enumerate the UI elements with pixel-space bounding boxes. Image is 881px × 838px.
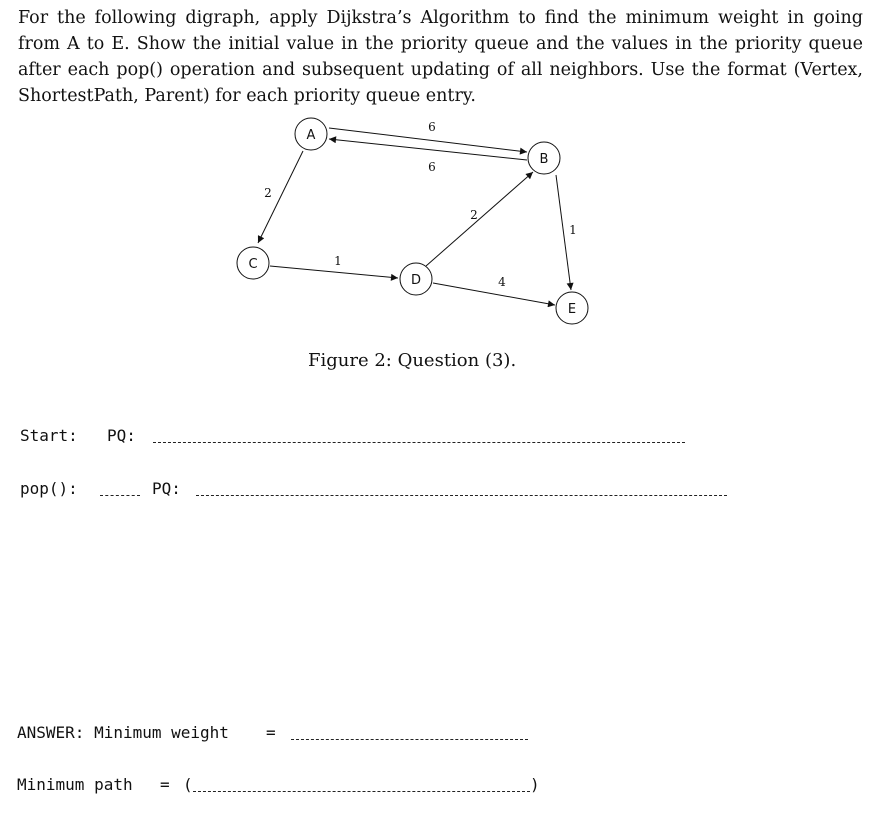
node-b-label: B <box>539 152 549 167</box>
answer-label: ANSWER: Minimum weight <box>17 723 229 742</box>
edge-d-to-e <box>433 283 555 305</box>
figure-caption: Figure 2: Question (3). <box>308 350 517 371</box>
digraph-figure <box>0 0 881 345</box>
edge-d-to-b <box>426 172 533 266</box>
pop-pq-blank[interactable] <box>196 483 727 496</box>
minimum-path-blank[interactable] <box>193 779 530 792</box>
minimum-weight-blank[interactable] <box>291 727 528 740</box>
node-d-label: D <box>410 273 422 288</box>
pop-pq-label: PQ: <box>152 479 181 498</box>
path-close-paren: ) <box>530 775 540 794</box>
weight-a-to-b: 6 <box>428 120 436 134</box>
start-pq-blank[interactable] <box>153 430 685 443</box>
path-equals: = <box>160 775 170 794</box>
weight-d-to-b: 2 <box>470 208 478 222</box>
path-open-paren: ( <box>183 775 193 794</box>
node-c-label: C <box>248 257 258 272</box>
weight-b-to-e: 1 <box>569 223 577 237</box>
node-a-label: A <box>306 128 316 143</box>
weight-b-to-a: 6 <box>428 160 436 174</box>
weight-c-to-d: 1 <box>334 254 342 268</box>
weight-d-to-e: 4 <box>498 275 506 289</box>
pop-label: pop(): <box>20 479 78 498</box>
weight-a-to-c: 2 <box>264 186 272 200</box>
start-label: Start: <box>20 426 78 445</box>
node-e-label: E <box>567 302 577 317</box>
answer-equals: = <box>266 723 276 742</box>
pop-vertex-blank[interactable] <box>100 483 140 496</box>
path-label: Minimum path <box>17 775 133 794</box>
question-text: For the following digraph, apply Dijkstra’s Algorithm to find the minimum weight in going from A to E. Show the initial value in the priority queue and the values in the priority queue after each pop() operation and subsequent updating of all neighbors. Use the format (Vertex, ShortestPath, Parent) for each priority queue entry. <box>18 8 863 106</box>
start-pq-label: PQ: <box>107 426 136 445</box>
edge-b-to-a <box>329 139 527 160</box>
